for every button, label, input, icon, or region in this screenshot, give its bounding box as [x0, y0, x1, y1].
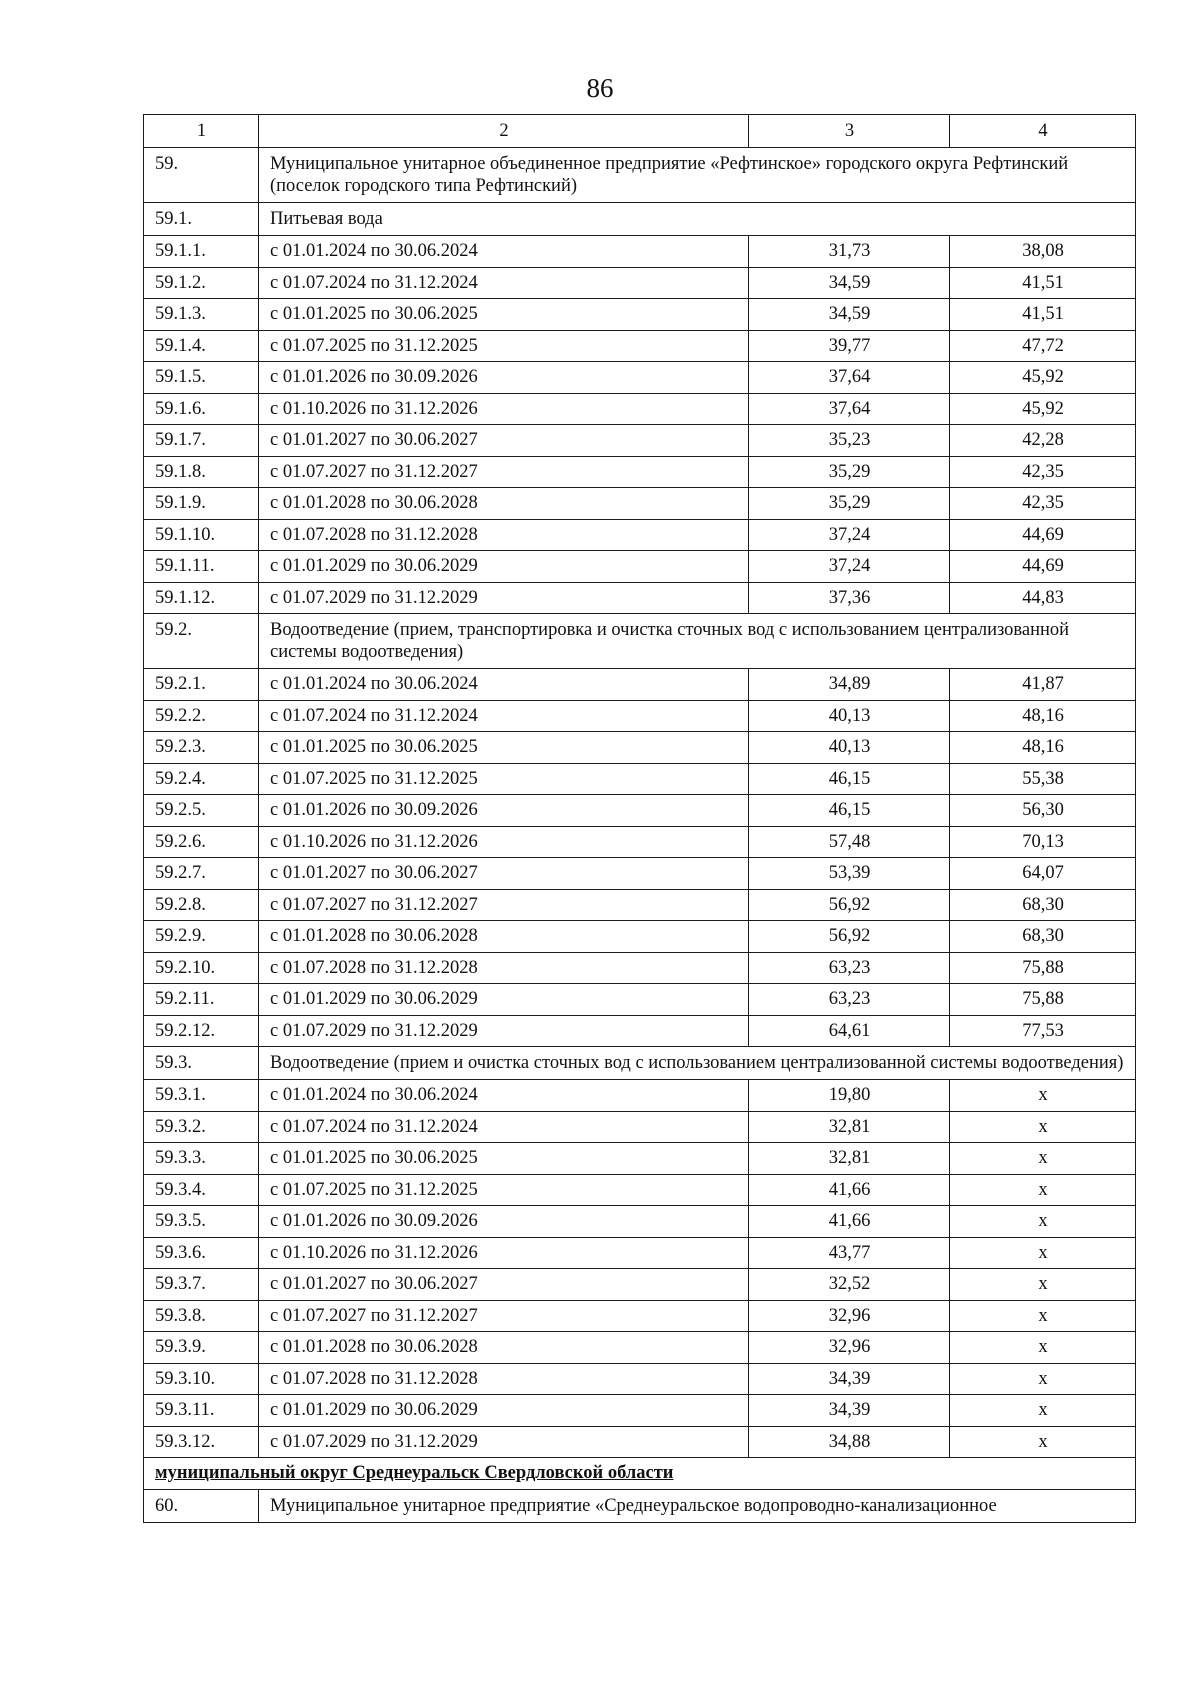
row-value-col4: х [950, 1426, 1136, 1458]
region-heading: муниципальный округ Среднеуральск Свердловской области [144, 1458, 1136, 1490]
row-value-col4: 44,83 [950, 582, 1136, 614]
row-period: с 01.07.2025 по 31.12.2025 [259, 1174, 749, 1206]
table-row [144, 393, 1136, 425]
table-row [144, 1237, 1136, 1269]
row-value-col3: 46,15 [749, 795, 950, 827]
row-value-col4: 47,72 [950, 330, 1136, 362]
table-row [144, 669, 1136, 701]
row-value-col4: 64,07 [950, 858, 1136, 890]
row-code: 59.3.4. [144, 1174, 259, 1206]
table-row [144, 330, 1136, 362]
row-value-col4: 38,08 [950, 236, 1136, 268]
row-value-col4: 42,35 [950, 488, 1136, 520]
section-code: 59.1. [144, 203, 259, 236]
row-value-col3: 56,92 [749, 921, 950, 953]
row-code: 59.1.8. [144, 456, 259, 488]
row-period: с 01.07.2027 по 31.12.2027 [259, 1300, 749, 1332]
row-code: 59.2.6. [144, 826, 259, 858]
row-period: с 01.01.2024 по 30.06.2024 [259, 1080, 749, 1112]
section-code: 60. [144, 1489, 259, 1522]
row-code: 59.1.1. [144, 236, 259, 268]
row-value-col4: х [950, 1080, 1136, 1112]
row-value-col3: 32,96 [749, 1300, 950, 1332]
row-value-col4: 75,88 [950, 952, 1136, 984]
table-row [144, 732, 1136, 764]
column-header-4: 4 [950, 115, 1136, 148]
row-code: 59.2.5. [144, 795, 259, 827]
row-value-col3: 35,29 [749, 456, 950, 488]
row-value-col3: 41,66 [749, 1206, 950, 1238]
table-row [144, 1395, 1136, 1427]
row-value-col3: 40,13 [749, 700, 950, 732]
row-value-col4: 77,53 [950, 1015, 1136, 1047]
table-row [144, 1332, 1136, 1364]
row-value-col3: 32,81 [749, 1111, 950, 1143]
table-row [144, 984, 1136, 1016]
section-title: Водоотведение (прием, транспортировка и очистка сточных вод с использованием централизованной системы водоотведения) [259, 614, 1136, 669]
row-period: с 01.01.2026 по 30.09.2026 [259, 795, 749, 827]
row-value-col3: 34,59 [749, 267, 950, 299]
table-row [144, 267, 1136, 299]
row-value-col4: 75,88 [950, 984, 1136, 1016]
column-header-2: 2 [259, 115, 749, 148]
row-period: с 01.07.2029 по 31.12.2029 [259, 1015, 749, 1047]
column-header-3: 3 [749, 115, 950, 148]
row-value-col3: 31,73 [749, 236, 950, 268]
table-row [144, 889, 1136, 921]
row-code: 59.2.7. [144, 858, 259, 890]
row-code: 59.1.10. [144, 519, 259, 551]
row-value-col3: 32,81 [749, 1143, 950, 1175]
row-value-col4: х [950, 1237, 1136, 1269]
row-value-col4: 48,16 [950, 732, 1136, 764]
row-code: 59.2.9. [144, 921, 259, 953]
section-code: 59.2. [144, 614, 259, 669]
row-code: 59.3.3. [144, 1143, 259, 1175]
row-value-col3: 63,23 [749, 952, 950, 984]
table-row [144, 700, 1136, 732]
row-code: 59.3.1. [144, 1080, 259, 1112]
table-row [144, 519, 1136, 551]
row-value-col3: 57,48 [749, 826, 950, 858]
row-period: с 01.07.2029 по 31.12.2029 [259, 1426, 749, 1458]
row-value-col4: 44,69 [950, 551, 1136, 583]
row-period: с 01.07.2028 по 31.12.2028 [259, 952, 749, 984]
table-row [144, 488, 1136, 520]
row-period: с 01.01.2024 по 30.06.2024 [259, 669, 749, 701]
organization-row [144, 1489, 1136, 1522]
row-code: 59.2.11. [144, 984, 259, 1016]
row-period: с 01.01.2028 по 30.06.2028 [259, 488, 749, 520]
table-row [144, 1300, 1136, 1332]
section-code: 59. [144, 148, 259, 203]
row-period: с 01.07.2028 по 31.12.2028 [259, 1363, 749, 1395]
row-period: с 01.10.2026 по 31.12.2026 [259, 826, 749, 858]
row-value-col4: х [950, 1332, 1136, 1364]
table-row [144, 1111, 1136, 1143]
row-code: 59.1.9. [144, 488, 259, 520]
table-row [144, 582, 1136, 614]
row-value-col3: 37,24 [749, 551, 950, 583]
row-value-col4: х [950, 1111, 1136, 1143]
region-heading-row [144, 1458, 1136, 1490]
row-value-col3: 34,39 [749, 1395, 950, 1427]
row-code: 59.3.9. [144, 1332, 259, 1364]
row-period: с 01.07.2025 по 31.12.2025 [259, 763, 749, 795]
table-row [144, 1015, 1136, 1047]
tariff-table-body [144, 115, 1136, 1523]
section-title: Муниципальное унитарное объединенное предприятие «Рефтинское» городского округа Рефтинский (поселок городского типа Рефтинский) [259, 148, 1136, 203]
row-value-col3: 32,96 [749, 1332, 950, 1364]
row-period: с 01.01.2025 по 30.06.2025 [259, 299, 749, 331]
row-period: с 01.01.2028 по 30.06.2028 [259, 921, 749, 953]
row-code: 59.2.3. [144, 732, 259, 764]
row-value-col3: 63,23 [749, 984, 950, 1016]
row-period: с 01.01.2029 по 30.06.2029 [259, 1395, 749, 1427]
row-value-col3: 41,66 [749, 1174, 950, 1206]
row-code: 59.3.8. [144, 1300, 259, 1332]
table-row [144, 1143, 1136, 1175]
row-value-col3: 34,89 [749, 669, 950, 701]
row-value-col3: 46,15 [749, 763, 950, 795]
row-value-col4: 41,51 [950, 299, 1136, 331]
row-value-col4: 70,13 [950, 826, 1136, 858]
row-value-col4: х [950, 1143, 1136, 1175]
section-code: 59.3. [144, 1047, 259, 1080]
row-period: с 01.01.2027 по 30.06.2027 [259, 1269, 749, 1301]
row-period: с 01.07.2024 по 31.12.2024 [259, 267, 749, 299]
row-value-col4: х [950, 1363, 1136, 1395]
row-value-col4: х [950, 1206, 1136, 1238]
row-code: 59.1.12. [144, 582, 259, 614]
service-section-row [144, 614, 1136, 669]
row-value-col3: 35,23 [749, 425, 950, 457]
row-value-col3: 34,39 [749, 1363, 950, 1395]
table-row [144, 826, 1136, 858]
row-value-col3: 32,52 [749, 1269, 950, 1301]
row-value-col4: 42,28 [950, 425, 1136, 457]
table-row [144, 1269, 1136, 1301]
row-period: с 01.01.2029 по 30.06.2029 [259, 984, 749, 1016]
row-value-col3: 37,24 [749, 519, 950, 551]
row-value-col4: 68,30 [950, 889, 1136, 921]
row-period: с 01.01.2028 по 30.06.2028 [259, 1332, 749, 1364]
row-code: 59.1.6. [144, 393, 259, 425]
table-row [144, 236, 1136, 268]
row-value-col4: 42,35 [950, 456, 1136, 488]
row-period: с 01.01.2024 по 30.06.2024 [259, 236, 749, 268]
row-code: 59.3.6. [144, 1237, 259, 1269]
row-code: 59.3.2. [144, 1111, 259, 1143]
row-code: 59.3.5. [144, 1206, 259, 1238]
row-code: 59.1.2. [144, 267, 259, 299]
row-value-col3: 34,59 [749, 299, 950, 331]
row-period: с 01.07.2025 по 31.12.2025 [259, 330, 749, 362]
row-value-col4: х [950, 1174, 1136, 1206]
tariff-table [143, 114, 1136, 1523]
row-value-col4: 68,30 [950, 921, 1136, 953]
service-section-row [144, 1047, 1136, 1080]
row-period: с 01.07.2027 по 31.12.2027 [259, 456, 749, 488]
row-code: 59.3.11. [144, 1395, 259, 1427]
row-value-col3: 39,77 [749, 330, 950, 362]
row-value-col4: 45,92 [950, 393, 1136, 425]
row-value-col4: х [950, 1269, 1136, 1301]
section-title: Муниципальное унитарное предприятие «Среднеуральское водопроводно-канализационное [259, 1489, 1136, 1522]
row-value-col4: 45,92 [950, 362, 1136, 394]
row-value-col3: 53,39 [749, 858, 950, 890]
row-period: с 01.10.2026 по 31.12.2026 [259, 393, 749, 425]
row-value-col3: 37,64 [749, 362, 950, 394]
row-value-col4: 41,87 [950, 669, 1136, 701]
row-value-col3: 43,77 [749, 1237, 950, 1269]
row-value-col3: 35,29 [749, 488, 950, 520]
row-period: с 01.07.2027 по 31.12.2027 [259, 889, 749, 921]
row-value-col3: 64,61 [749, 1015, 950, 1047]
row-period: с 01.01.2027 по 30.06.2027 [259, 425, 749, 457]
table-row [144, 1080, 1136, 1112]
table-row [144, 1174, 1136, 1206]
row-value-col3: 40,13 [749, 732, 950, 764]
row-period: с 01.01.2025 по 30.06.2025 [259, 1143, 749, 1175]
service-section-row [144, 203, 1136, 236]
row-value-col4: х [950, 1395, 1136, 1427]
column-header-1: 1 [144, 115, 259, 148]
row-period: с 01.10.2026 по 31.12.2026 [259, 1237, 749, 1269]
row-code: 59.1.3. [144, 299, 259, 331]
row-code: 59.1.7. [144, 425, 259, 457]
table-row [144, 795, 1136, 827]
row-value-col4: 44,69 [950, 519, 1136, 551]
table-row [144, 763, 1136, 795]
row-code: 59.2.12. [144, 1015, 259, 1047]
row-code: 59.2.8. [144, 889, 259, 921]
table-row [144, 425, 1136, 457]
row-period: с 01.01.2026 по 30.09.2026 [259, 362, 749, 394]
row-code: 59.1.5. [144, 362, 259, 394]
column-header-row [144, 115, 1136, 148]
row-code: 59.2.4. [144, 763, 259, 795]
row-period: с 01.01.2026 по 30.09.2026 [259, 1206, 749, 1238]
row-value-col3: 56,92 [749, 889, 950, 921]
row-code: 59.3.12. [144, 1426, 259, 1458]
row-value-col3: 19,80 [749, 1080, 950, 1112]
row-code: 59.2.1. [144, 669, 259, 701]
table-row [144, 1363, 1136, 1395]
row-value-col3: 37,64 [749, 393, 950, 425]
section-title: Питьевая вода [259, 203, 1136, 236]
row-value-col3: 34,88 [749, 1426, 950, 1458]
row-period: с 01.07.2024 по 31.12.2024 [259, 1111, 749, 1143]
table-row [144, 921, 1136, 953]
row-code: 59.3.7. [144, 1269, 259, 1301]
page-number: 86 [586, 73, 614, 103]
row-code: 59.1.4. [144, 330, 259, 362]
row-code: 59.1.11. [144, 551, 259, 583]
table-row [144, 1206, 1136, 1238]
table-row [144, 858, 1136, 890]
row-value-col4: 56,30 [950, 795, 1136, 827]
row-code: 59.2.10. [144, 952, 259, 984]
row-value-col4: х [950, 1300, 1136, 1332]
table-row [144, 362, 1136, 394]
section-title: Водоотведение (прием и очистка сточных вод с использованием централизованной системы водоотведения) [259, 1047, 1136, 1080]
row-period: с 01.01.2029 по 30.06.2029 [259, 551, 749, 583]
table-row [144, 952, 1136, 984]
row-period: с 01.07.2029 по 31.12.2029 [259, 582, 749, 614]
row-value-col3: 37,36 [749, 582, 950, 614]
row-value-col4: 48,16 [950, 700, 1136, 732]
row-code: 59.2.2. [144, 700, 259, 732]
row-code: 59.3.10. [144, 1363, 259, 1395]
organization-row [144, 148, 1136, 203]
table-row [144, 551, 1136, 583]
row-value-col4: 41,51 [950, 267, 1136, 299]
row-value-col4: 55,38 [950, 763, 1136, 795]
row-period: с 01.07.2024 по 31.12.2024 [259, 700, 749, 732]
row-period: с 01.07.2028 по 31.12.2028 [259, 519, 749, 551]
table-row [144, 456, 1136, 488]
row-period: с 01.01.2027 по 30.06.2027 [259, 858, 749, 890]
table-row [144, 299, 1136, 331]
row-period: с 01.01.2025 по 30.06.2025 [259, 732, 749, 764]
table-row [144, 1426, 1136, 1458]
